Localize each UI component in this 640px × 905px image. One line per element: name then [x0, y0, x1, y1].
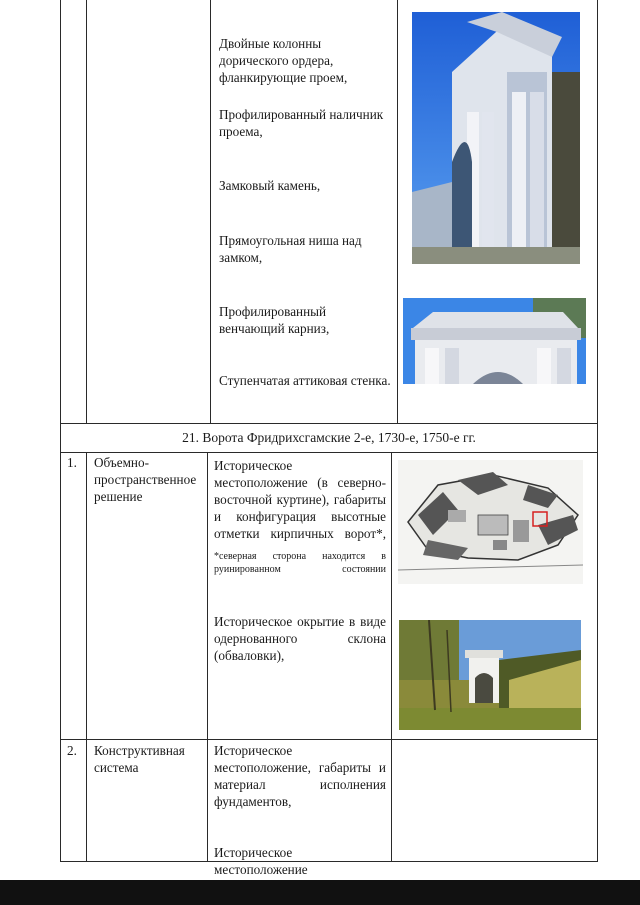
col-divider-lower-1 [86, 452, 87, 862]
row-1-number: 1. [67, 455, 77, 470]
feature-double-columns: Двойные колонны дорического ордера, фланкирующие проем, [219, 36, 348, 85]
feature-keystone: Замковый камень, [219, 178, 321, 193]
col-divider-lower-2 [207, 452, 208, 862]
feature-niche: Прямоугольная ниша над замком, [219, 233, 362, 265]
row-2-number: 2. [67, 743, 77, 758]
row-line-1 [60, 423, 598, 424]
col-divider-upper-1 [86, 0, 87, 423]
row-line-3 [60, 739, 598, 740]
col-divider-lower-3 [391, 452, 392, 862]
photo-site-plan [398, 460, 583, 584]
scan-bottom-edge [0, 880, 640, 905]
row-1-item-location: Историческое местоположение (в северно-восточной куртине), габариты и конфигурация высотные отметки кирпичных ворот*, [214, 458, 386, 541]
row-line-2 [60, 452, 598, 453]
row-2-category: Конструктивная система [94, 743, 185, 775]
photo-gate-slope [399, 620, 581, 730]
feature-attic-wall: Ступенчатая аттиковая стенка. [219, 373, 391, 388]
section-title: 21. Ворота Фридрихсгамские 2-е, 1730-е, 1750-е гг. [182, 430, 476, 445]
row-1-item-covering: Историческое окрытие в виде одернованного склона (обваловки), [214, 614, 386, 663]
feature-cornice: Профилированный венчающий карниз, [219, 304, 330, 336]
row-1-footnote: *северная сторона находится в руинированном состоянии [214, 551, 386, 575]
row-2-item-foundations: Историческое местоположение, габариты и материал исполнения фундаментов, [214, 743, 386, 809]
photo-gate-columns [412, 12, 580, 264]
row-2-item-location: Историческое местоположение [214, 845, 308, 877]
photo-cornice [403, 298, 586, 384]
col-divider-upper-3 [397, 0, 398, 423]
col-divider-upper-2 [210, 0, 211, 423]
feature-profiled-casing: Профилированный наличник проема, [219, 107, 384, 139]
row-1-category: Объемно-пространственное решение [94, 455, 197, 504]
